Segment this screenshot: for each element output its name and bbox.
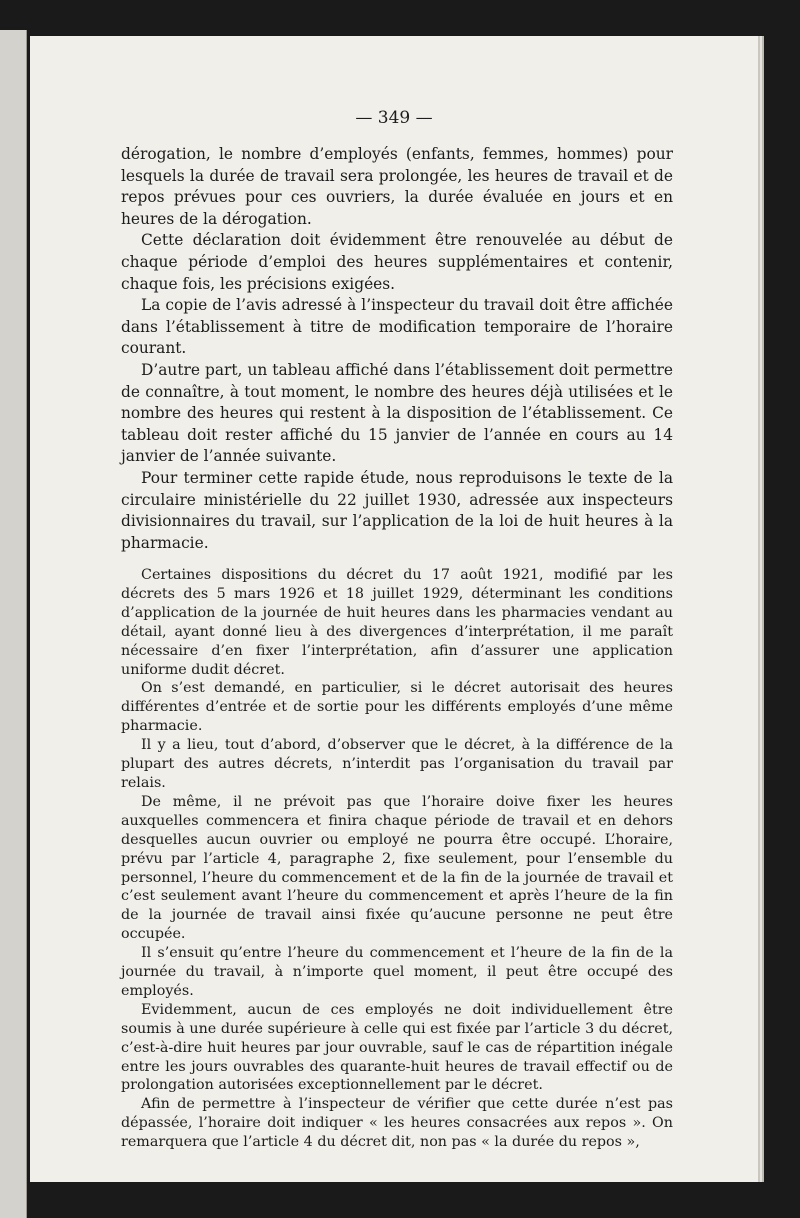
previous-page-edge — [0, 30, 27, 1218]
paragraph: La copie de l’avis adressé à l’inspecteur du travail doit être affichée dans l’établissement à titre de modification temporaire de l’horaire courant. — [121, 296, 673, 358]
paragraph: Cette déclaration doit évidemment être renouvelée au début de chaque période d’emploi des heures supplémentaires et contenir, chaque fois, les précisions exigées. — [121, 231, 673, 293]
paragraph: dérogation, le nombre d’employés (enfants, femmes, hommes) pour lesquels la durée de travail sera prolongée, les heures de travail et de repos prévues pour ces ouvriers, la durée évaluée en jours et en heures de la dérogation. — [121, 145, 673, 228]
quoted-paragraph: Il y a lieu, tout d’abord, d’observer que le décret, à la différence de la plupart des autres décrets, n’interdit pas l’organisation du travail par relais. — [121, 737, 673, 791]
paragraph: D’autre part, un tableau affiché dans l’établissement doit permettre de connaître, à tout moment, le nombre des heures déjà utilisées et le nombre des heures qui restent à la disposition de l’établissement. Ce tableau doit rester affiché du 15 janvier de l’année en cours au 14 janvier de l’année suivante. — [121, 360, 673, 466]
book-page — [30, 36, 758, 1182]
page-number: — 349 — — [355, 108, 433, 128]
quoted-paragraph: Certaines dispositions du décret du 17 août 1921, modifié par les décrets des 5 mars 1926 et 18 juillet 1929, déterminant les conditions d’application de la journée de huit heures dans les pharmacies vendant au détail, ayant donné lieu à des divergences d’interprétation, il me paraît nécessaire d’en fixer l’interprétation, afin d’assurer une application uniforme dudit décret. — [121, 567, 673, 678]
quoted-paragraph: Evidemment, aucun de ces employés ne doit individuellement être soumis à une durée supérieure à celle qui est fixée par l’article 3 du décret, c’est-à-dire huit heures par jour ouvrable, sauf le cas de répartition inégale entre les jours ouvrables des quarante-huit heures de travail effectif ou de prolongation autorisées exceptionnellement par le décret. — [121, 1001, 673, 1094]
quoted-paragraph: De même, il ne prévoit pas que l’horaire doive fixer les heures auxquelles commencera et finira chaque période de travail et en dehors desquelles aucun ouvrier ou employé ne pourra être occupé. L’horaire, prévu par l’article 4, paragraphe 2, fixe seulement, pour l’ensemble du personnel, l’heure du commencement et de la fin de la journée de travail et c’est seulement avant l’heure du commencement et après l’heure de la fin de la journée de travail ainsi fixée qu’aucune personne ne peut être occupée. — [121, 793, 673, 943]
paragraph: Pour terminer cette rapide étude, nous reproduisons le texte de la circulaire ministérielle du 22 juillet 1930, adressée aux inspecteurs divisionnaires du travail, sur l’application de la loi de huit heures à la pharmacie. — [121, 468, 673, 552]
body-text — [121, 144, 673, 554]
quoted-paragraph: Il s’ensuit qu’entre l’heure du commencement et l’heure de la fin de la journée du travail, à n’importe quel moment, il peut être occupé des employés. — [121, 945, 673, 999]
circular-quotation — [121, 566, 673, 1152]
quoted-paragraph: On s’est demandé, en particulier, si le décret autorisait des heures différentes d’entrée et de sortie pour les différents employés d’une même pharmacie. — [121, 680, 673, 735]
quoted-paragraph: Afin de permettre à l’inspecteur de vérifier que cette durée n’est pas dépassée, l’horaire doit indiquer « les heures consacrées aux repos ». On remarquera que l’article 4 du décret dit, non pas « la durée du repos », — [121, 1096, 673, 1151]
